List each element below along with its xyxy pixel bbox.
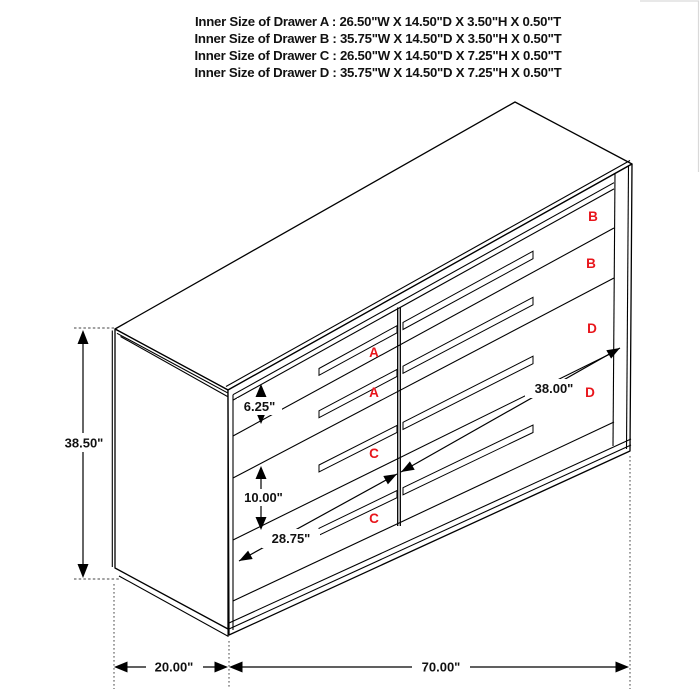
right-width-label: 38.00" bbox=[534, 381, 574, 396]
spec-line-b: Inner Size of Drawer B : 35.75"W X 14.50"D X 3.50"H X 0.50"T bbox=[194, 31, 562, 46]
drawer-d2-label: D bbox=[585, 385, 595, 400]
depth-label: 20.00" bbox=[154, 659, 194, 675]
drawer-b1-label: B bbox=[588, 209, 598, 224]
height-label: 38.50" bbox=[64, 435, 104, 451]
width-label: 70.00" bbox=[421, 659, 461, 675]
spec-header bbox=[195, 14, 562, 80]
dim-overall-height bbox=[57, 328, 119, 579]
drawer-d1-label: D bbox=[587, 321, 597, 336]
drawer-c2-label: C bbox=[369, 511, 379, 526]
large-height-label: 10.00" bbox=[244, 490, 283, 505]
small-height-label: 6.25" bbox=[243, 399, 276, 414]
spec-line-a: Inner Size of Drawer A : 26.50"W X 14.50"D X 3.50"H X 0.50"T bbox=[195, 14, 561, 29]
drawer-c1-label: C bbox=[369, 446, 379, 461]
spec-line-c: Inner Size of Drawer C : 26.50"W X 14.50"D X 7.25"H X 0.50"T bbox=[194, 48, 562, 63]
arrowhead-left-icon bbox=[114, 662, 128, 673]
arrowhead-right-icon bbox=[215, 662, 229, 673]
window-edge-line bbox=[640, 1, 699, 172]
drawer-a1-label: A bbox=[369, 345, 379, 360]
drawer-a2-label: A bbox=[369, 385, 379, 400]
arrowhead-right2-icon bbox=[616, 662, 630, 673]
arrowhead-down-icon bbox=[78, 564, 89, 578]
drawer-b2-label: B bbox=[586, 256, 596, 271]
dresser-drawing bbox=[112, 102, 632, 637]
left-width-label: 28.75" bbox=[271, 531, 311, 546]
spec-line-d: Inner Size of Drawer D : 35.75"W X 14.50"D X 7.25"H X 0.50"T bbox=[194, 65, 562, 80]
arrowhead-left2-icon bbox=[229, 662, 243, 673]
arrowhead-up-icon bbox=[78, 330, 89, 344]
